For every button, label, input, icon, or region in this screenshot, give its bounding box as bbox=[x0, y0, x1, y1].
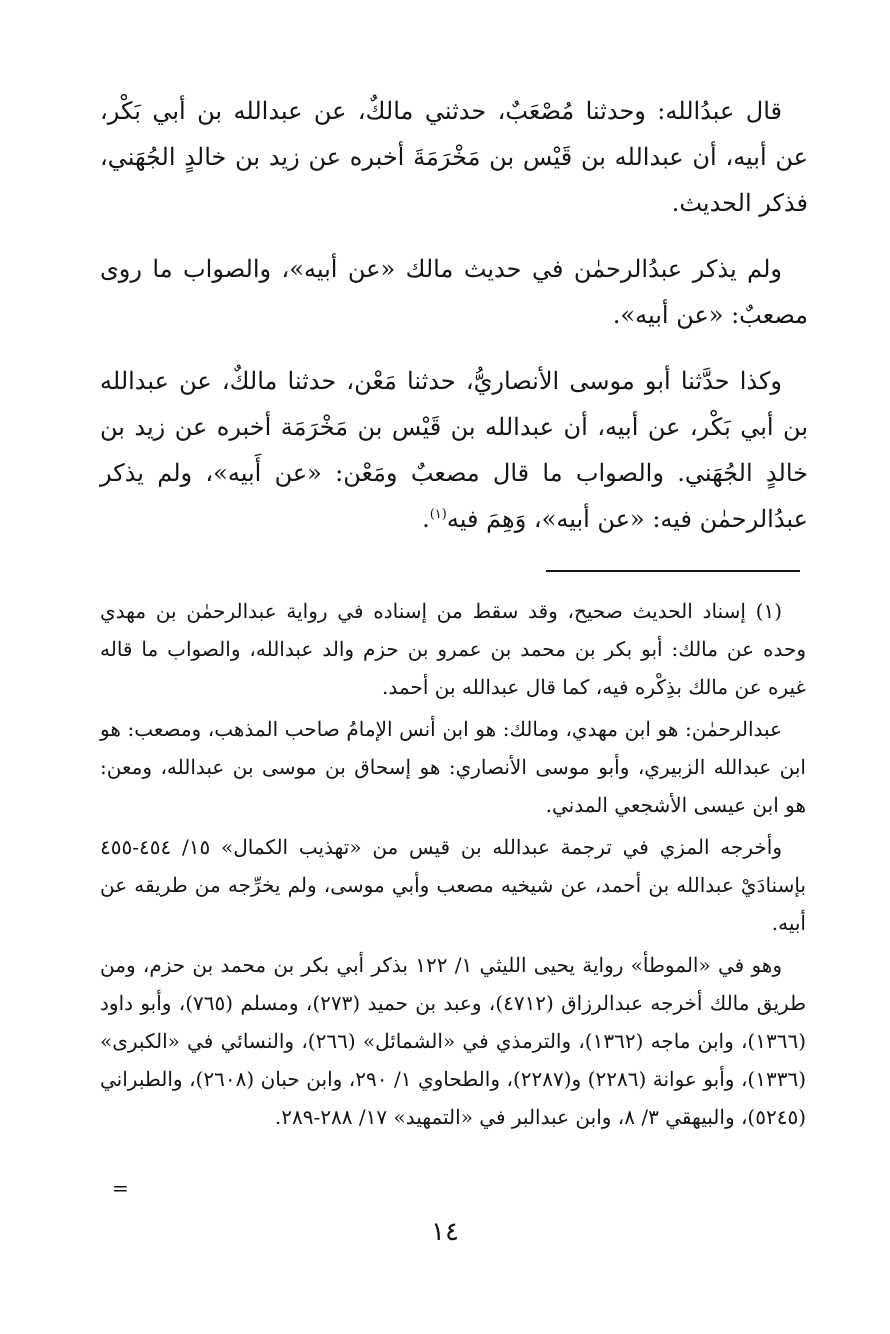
main-paragraph bbox=[100, 358, 808, 542]
main-text bbox=[100, 88, 808, 562]
footnote-paragraph: وهو في «الموطأ» رواية يحيى الليثي ١/ ١٢٢ بذكر أبي بكر بن محمد بن حزم، ومن طريق مالك أخرجه عبدالرزاق (٤٧١٢)، وعبد بن حميد (٢٧٣)، ومسلم (٧٦٥)، وأبو داود (١٣٦٦)، وابن ماجه (١٣٦٢)، والترمذي في «الشمائل» (٢٦٦)، والنسائي في «الكبرى» (١٣٣٦)، وأبو عوانة (٢٢٨٦) و(٢٢٨٧)، والطحاوي ١/ ٢٩٠، وابن حبان (٢٦٠٨)، والطبراني (٥٢٤٥)، والبيهقي ٣/ ٨، وابن عبدالبر في «التمهيد» ١٧/ ٢٨٨-٢٨٩. bbox=[100, 953, 807, 1129]
footnote-divider bbox=[546, 570, 800, 572]
page-number: ١٤ bbox=[431, 1217, 459, 1247]
footnotes bbox=[100, 592, 806, 1140]
paragraph-end: . bbox=[422, 505, 430, 533]
continuation-mark: = bbox=[112, 1176, 129, 1200]
main-paragraph: قال عبدُالله: وحدثنا مُصْعَبٌ، حدثني مالكٌ، عن عبدالله بن أبي بَكْر، عن أبيه، أن عبدالله بن قَيْس بن مَخْرَمَةَ أخبره عن زيد بن خالدٍ الجُهَني، فذكر الحديث. bbox=[100, 97, 808, 217]
main-paragraph: ولم يذكر عبدُالرحمٰن في حديث مالك «عن أبيه»، والصواب ما روى مصعبٌ: «عن أبيه». bbox=[100, 255, 808, 329]
footnote-reference[interactable]: (١) bbox=[429, 507, 447, 522]
footnote-paragraph: عبدالرحمٰن: هو ابن مهدي، ومالك: هو ابن أنس الإمامُ صاحب المذهب، ومصعب: هو ابن عبدالله الزبيري، وأبو موسى الأنصاري: هو إسحاق بن موسى بن عبدالله، ومعن: هو ابن عيسى الأشجعي المدني. bbox=[100, 717, 806, 817]
paragraph-text: وكذا حدَّثنا أبو موسى الأنصاريُّ، حدثنا مَعْن، حدثنا مالكٌ، عن عبدالله بن أبي بَكْر، عن أبيه، أن عبدالله بن قَيْس بن مَخْرَمَة أخبره عن زيد بن خالدٍ الجُهَني. والصواب ما قال مصعبٌ ومَعْن: «عن أَبيه»، ولم يذكر عبدُالرحمٰن فيه: «عن أبيه»، وَهِمَ فيه bbox=[100, 367, 808, 533]
footnote-paragraph: (١) إسناد الحديث صحيح، وقد سقط من إسناده في رواية عبدالرحمٰن بن مهدي وحده عن مالك: أبو بكر بن محمد بن عمرو بن حزم والد عبدالله، والصواب ما قاله غيره عن مالك بذِكْره فيه، كما قال عبدالله بن أحمد. bbox=[100, 599, 806, 699]
footnote-paragraph: وأخرجه المزي في ترجمة عبدالله بن قيس من «تهذيب الكمال» ١٥/ ٤٥٤-٤٥٥ بإسنادَيْ عبدالله بن أحمد، عن شيخيه مصعب وأبي موسى، ولم يخرِّجه من طريقه عن أبيه. bbox=[100, 835, 806, 935]
